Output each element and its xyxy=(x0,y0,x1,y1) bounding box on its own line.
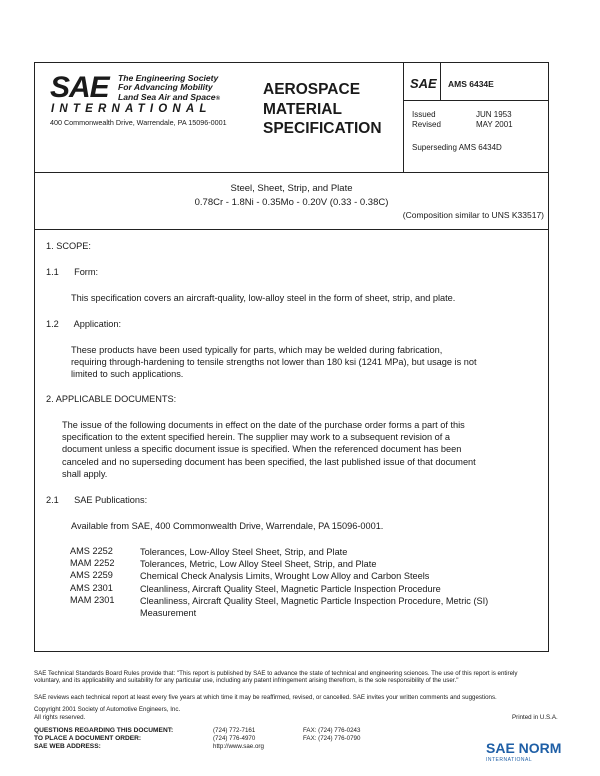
section-2-heading: 2. APPLICABLE DOCUMENTS: xyxy=(46,394,177,404)
doc-code: MAM 2301 xyxy=(70,595,115,605)
footer-web-label: SAE WEB ADDRESS: xyxy=(34,743,101,750)
title-divider xyxy=(34,229,549,230)
header-address: 400 Commonwealth Drive, Warrendale, PA 15096-0001 xyxy=(50,118,227,127)
header-vertical-divider xyxy=(403,62,404,172)
header-divider xyxy=(34,172,549,173)
sae-small-logo: SAE xyxy=(410,76,437,91)
docnum-vertical-divider xyxy=(440,62,441,100)
footer-review-note: SAE reviews each technical report at least every five years at which time it may be reaffirmed, revised, or cancelled. SAE invites your written comments and suggestions. xyxy=(34,694,497,701)
doc-code: AMS 2301 xyxy=(70,583,113,593)
doc-desc: Cleanliness, Aircraft Quality Steel, Magnetic Particle Inspection Procedure, Metric (SI) Measurement xyxy=(140,596,489,619)
spec-type-title: AEROSPACE MATERIAL SPECIFICATION xyxy=(263,81,382,137)
section-1-heading: 1. SCOPE: xyxy=(46,241,91,251)
doc-desc: Chemical Check Analysis Limits, Wrought Low Alloy and Carbon Steels xyxy=(140,571,430,581)
footer-order-phone: (724) 776-4970 xyxy=(213,735,256,742)
footer-questions-label: QUESTIONS REGARDING THIS DOCUMENT: xyxy=(34,727,174,734)
document-title: Steel, Sheet, Strip, and Plate xyxy=(230,183,353,194)
docnum-divider xyxy=(403,100,549,101)
composition-note: (Composition similar to UNS K33517) xyxy=(402,210,544,220)
doc-code: AMS 2252 xyxy=(70,546,113,556)
issued-date: JUN 1953 xyxy=(476,110,512,119)
doc-desc: Cleanliness, Aircraft Quality Steel, Magnetic Particle Inspection Procedure xyxy=(140,584,441,594)
section-2-1-text: Available from SAE, 400 Commonwealth Drive, Warrendale, PA 15096-0001. xyxy=(71,521,384,531)
section-1-1-text: This specification covers an aircraft-quality, low-alloy steel in the form of sheet, strip, and plate. xyxy=(71,293,456,303)
footer-web-url[interactable]: http://www.sae.org xyxy=(213,743,264,750)
section-2-text: The issue of the following documents in effect on the date of the purchase order forms a part of this specification to the extent specified herein. The supplier may work to a subsequent revision of a document unless a specific document issue is specified. When the referenced document has been canceled and no superseding document has been specified, the last published issue of that document shall apply. xyxy=(62,420,476,479)
international-wordmark: INTERNATIONAL xyxy=(51,103,212,115)
section-1-2-heading: 1.2 Application: xyxy=(46,319,122,329)
sae-norm-watermark-sub: INTERNATIONAL xyxy=(486,757,533,763)
composition-line: 0.78Cr - 1.8Ni - 0.35Mo - 0.20V (0.33 - 0.38C) xyxy=(194,197,389,208)
footer-order-label: TO PLACE A DOCUMENT ORDER: xyxy=(34,735,142,742)
doc-desc: Tolerances, Low-Alloy Steel Sheet, Strip, and Plate xyxy=(140,547,348,557)
revised-date: MAY 2001 xyxy=(476,120,513,129)
footer-rules: SAE Technical Standards Board Rules provide that: "This report is published by SAE to advance the state of technical and engineering sciences. The use of this report is entirely voluntary, and its applicability and suitability for any particular use, including any patent infringement arising therefrom, is the sole responsibility of the user." xyxy=(34,670,518,685)
society-tagline: The Engineering Society For Advancing Mobility Land Sea Air and Space® xyxy=(118,73,221,102)
doc-code: MAM 2252 xyxy=(70,558,115,568)
document-number: AMS 6434E xyxy=(448,79,494,89)
section-1-1-heading: 1.1 Form: xyxy=(46,267,99,277)
sae-logo: SAE xyxy=(50,71,109,104)
section-2-1-heading: 2.1 SAE Publications: xyxy=(46,495,148,505)
footer-rights: All rights reserved. xyxy=(34,714,86,721)
footer-copyright: Copyright 2001 Society of Automotive Engineers, Inc. xyxy=(34,706,181,713)
footer-printed: Printed in U.S.A. xyxy=(512,714,558,721)
sae-norm-watermark: SAE NORM xyxy=(486,740,562,756)
footer-questions-fax: FAX: (724) 776-0243 xyxy=(303,727,361,734)
footer-questions-phone: (724) 772-7161 xyxy=(213,727,256,734)
footer-order-fax: FAX: (724) 776-0790 xyxy=(303,735,361,742)
revised-label: Revised xyxy=(412,120,441,129)
doc-desc: Tolerances, Metric, Low Alloy Steel Sheet, Strip, and Plate xyxy=(140,559,377,569)
issued-label: Issued xyxy=(412,110,436,119)
superseding-note: Superseding AMS 6434D xyxy=(412,143,502,152)
doc-code: AMS 2259 xyxy=(70,570,113,580)
section-1-2-text: These products have been used typically for parts, which may be welded during fabrication, requiring through-hardening to tensile strengths not lower than 180 ksi (1241 MPa), but usage is not limited to such applications. xyxy=(71,345,477,380)
